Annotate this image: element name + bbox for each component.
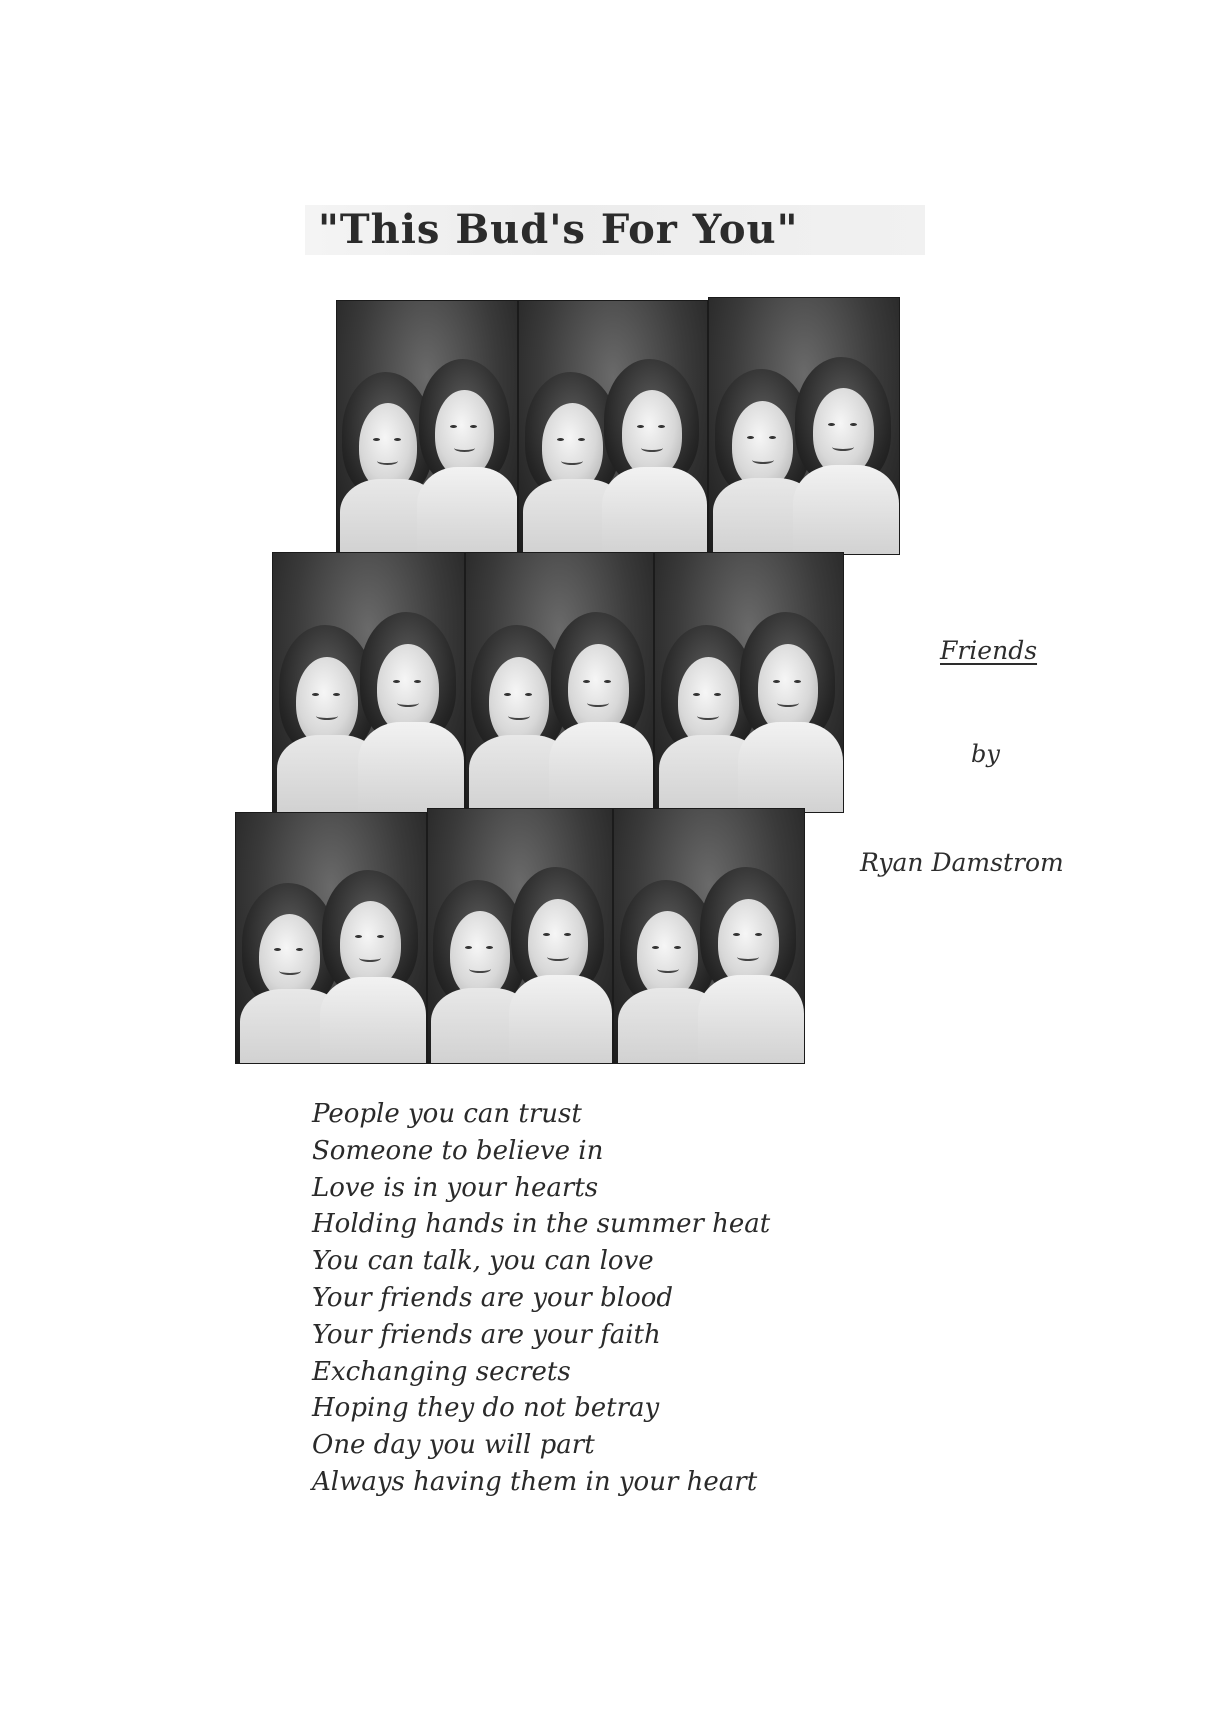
portrait-photo — [427, 808, 613, 1064]
portrait-photo — [518, 300, 708, 555]
poem-line: Love is in your hearts — [312, 1172, 599, 1203]
poem-line: One day you will part — [312, 1430, 595, 1461]
portrait-photo — [613, 808, 805, 1064]
portrait-photo — [654, 552, 844, 813]
portrait-photo — [272, 552, 465, 813]
poem-line: Always having them in your heart — [312, 1466, 758, 1497]
poem-line: People you can trust — [312, 1099, 582, 1129]
poem-line: Holding hands in the summer heat — [312, 1209, 771, 1240]
poem-line: Hoping they do not betray — [312, 1393, 660, 1424]
page-title: "This Bud's For You" — [318, 206, 799, 253]
portrait-photo — [465, 552, 654, 813]
portrait-photo — [708, 297, 900, 555]
poem-line: You can talk, you can love — [312, 1246, 654, 1277]
author-name: Ryan Damstrom — [860, 848, 1064, 877]
portrait-photo — [235, 812, 427, 1064]
portrait-photo — [336, 300, 518, 555]
poem-title: Friends — [940, 636, 1038, 665]
poem-line: Your friends are your faith — [312, 1319, 661, 1350]
poem-text — [312, 1096, 932, 1501]
poem-line: Your friends are your blood — [312, 1282, 674, 1313]
poem-line: Someone to believe in — [312, 1135, 604, 1166]
byline-by: by — [971, 740, 1000, 768]
poem-line: Exchanging secrets — [312, 1356, 571, 1387]
